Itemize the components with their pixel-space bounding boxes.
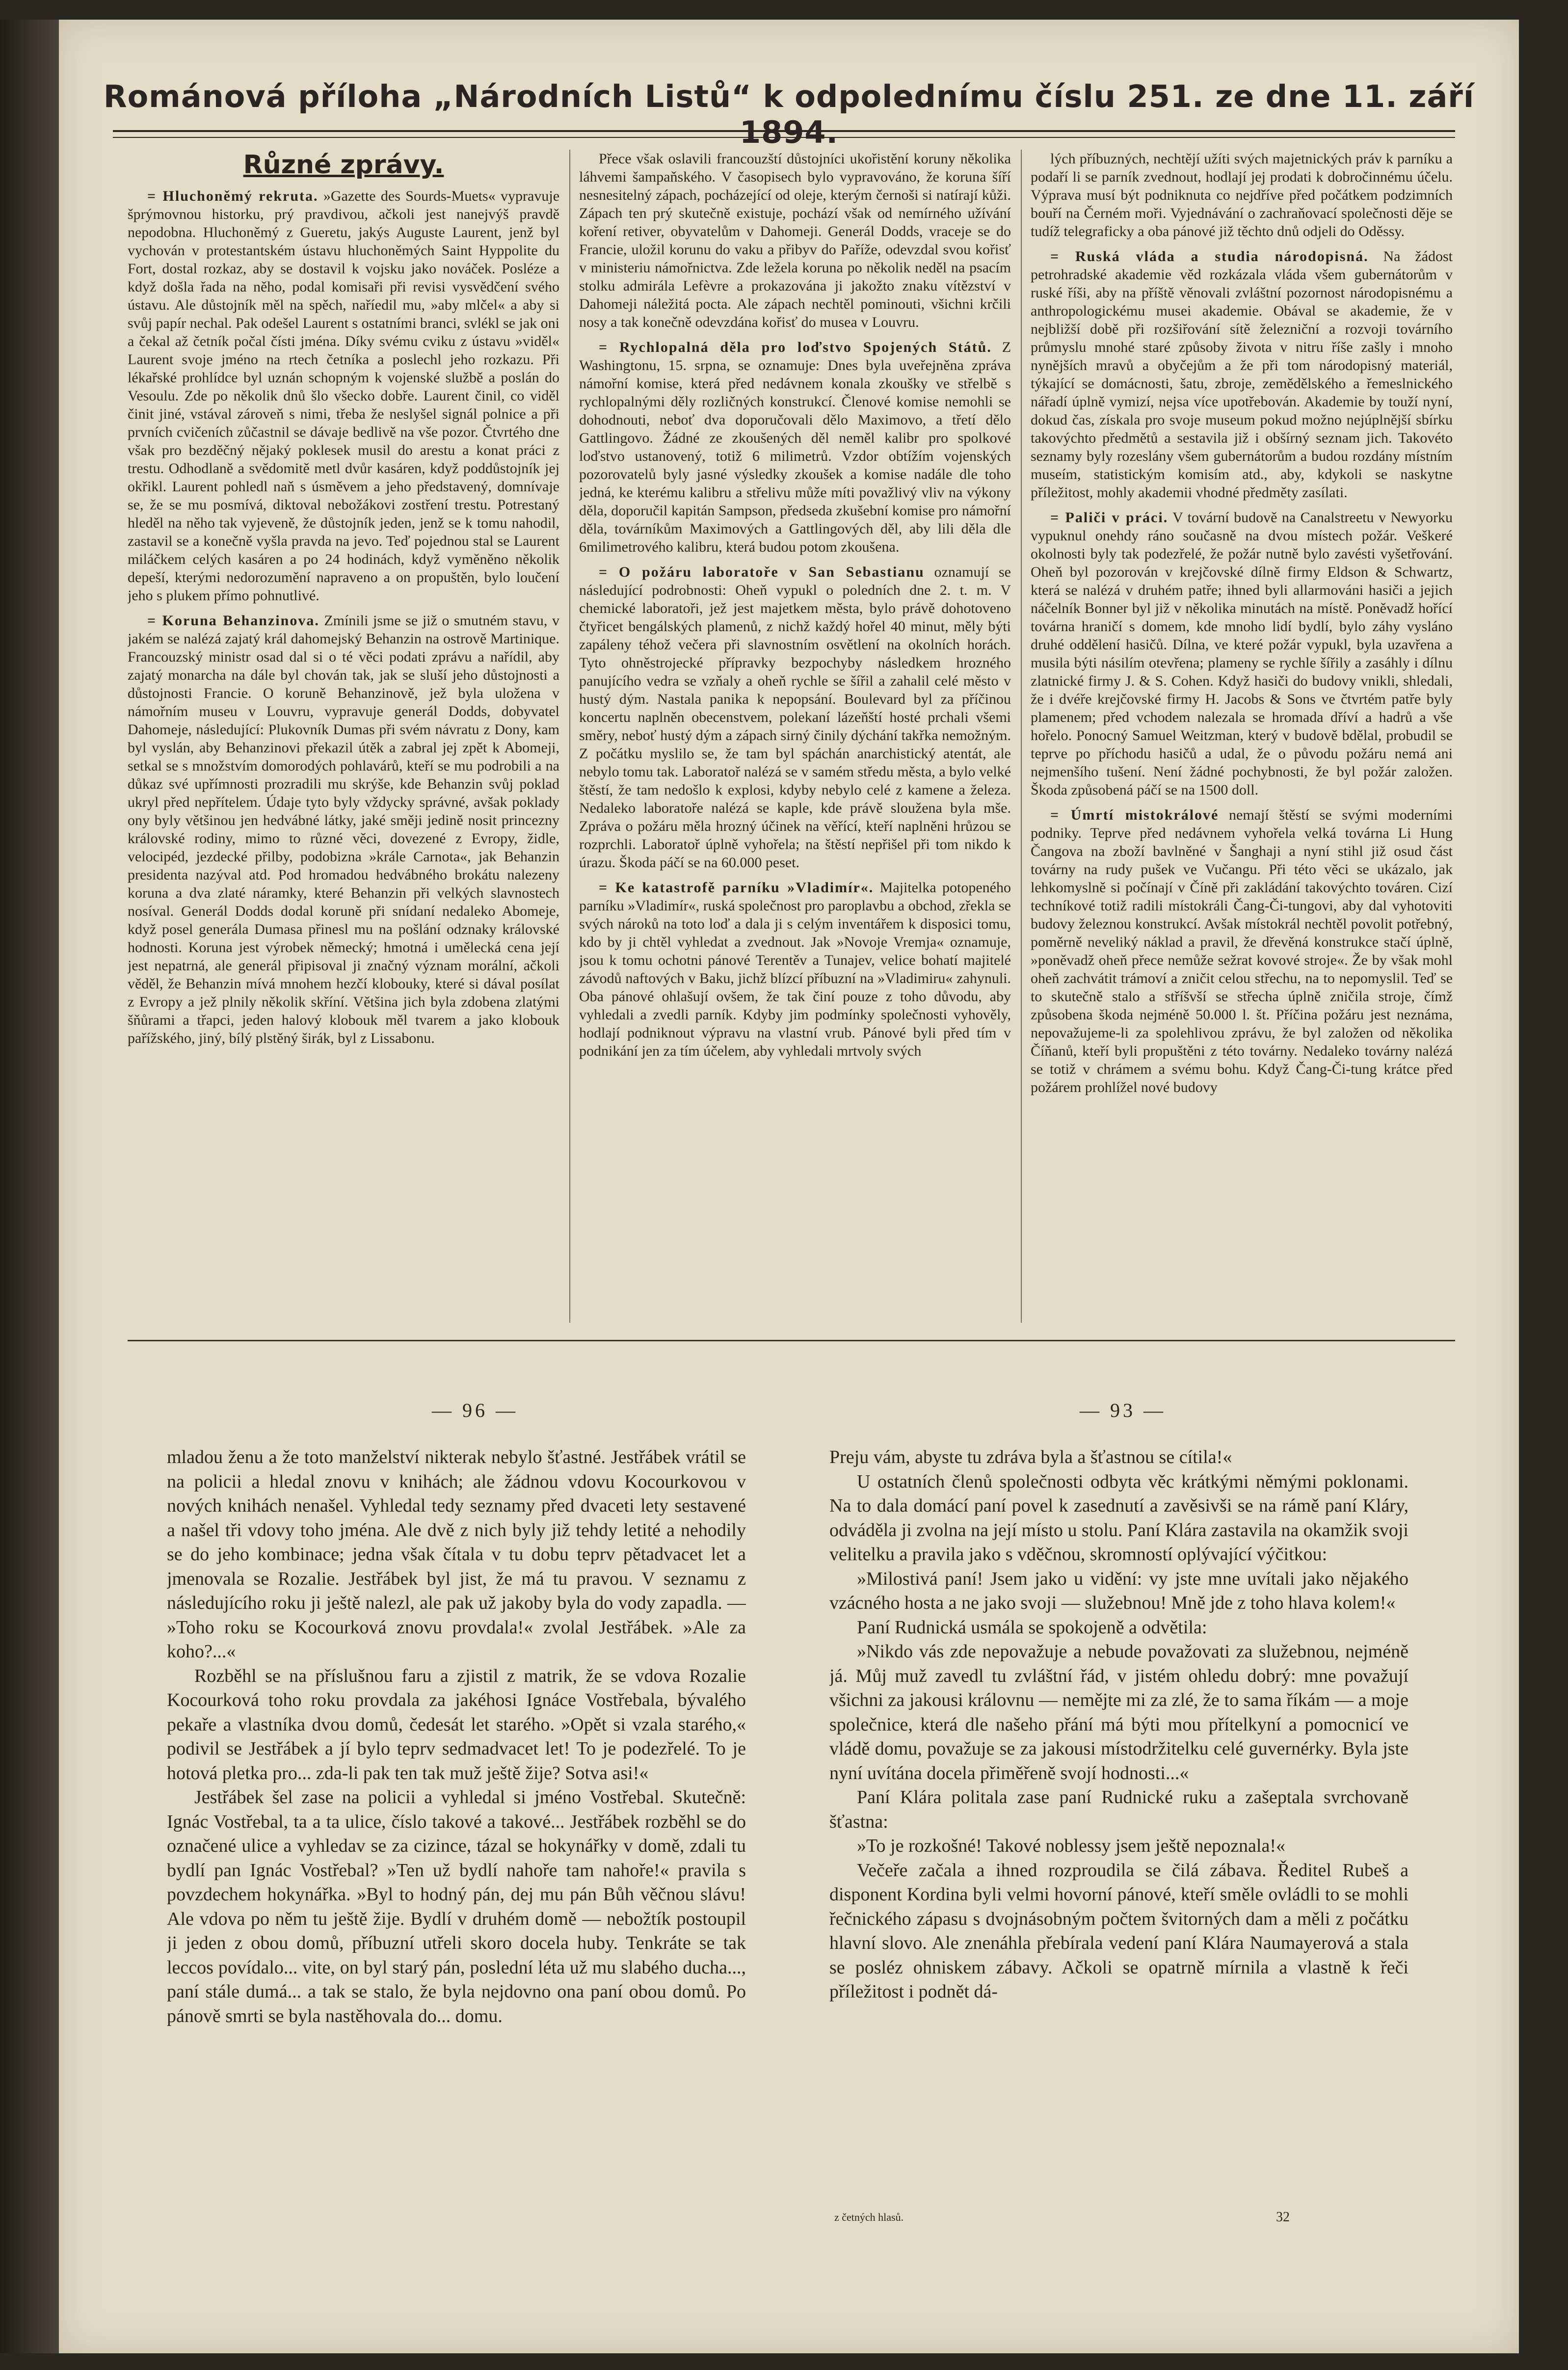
- section-divider: [128, 1340, 1455, 1341]
- novel-paragraph: Paní Klára politala zase paní Rudnické ruku a zašeptala svrchovaně šťastna:: [829, 1787, 1409, 1832]
- article-text: »Gazette des Sourds-Muets« vypravuje šprýmovnou historku, prý pravdivou, ačkoli jest nanejvýš pravdě nepodobna. Hluchoněmý z Gueretu, jakýs Auguste Laurent, jenž byl vychován v protestantském ústavu hluchoněmých Saint Hyppolite du Fort, dostal rozkaz, aby se dostavil k vojsku jako nováček. Posléze a když došla řada na něho, podal komisaři při revisi vysvědčení svého ústavu. Ale důstojník měl na spěch, naříedil mu, »aby mlčel« a aby si svůj papír nechal. Pak odešel Laurent s ostatními branci, svlékl se jak oni a čekal až četník počal čísti jména. Díky svému cviku z ústavu »viděl« Laurent svoje jméno na rtech četníka a poslechl jeho rozkazu. Při lékařské prohlídce byl uznán schopným k vojenské službě a poslán do Vesoulu. Zde po několik dnů šlo všecko dobře. Laurent činil, co viděl činit jiné, vstával zároveň s nimi, třeba že neslyšel signál polnice a při prvních cvičeních zůčastnil se dávaje bedlivě na vše pozor. Čtvrtého dne však pro bezděčný nějaký poklesek musil do arestu a konat práci z trestu. Odhodlaně a svědomitě metl dvůr kasáren, když poddůstojník jej okřikl. Laurent pohledl naň s úsměvem a jeho představený, domnívaje se, že se mu posmívá, diktoval nebožákovi zostření trestu. Potrestaný hleděl na něho tak vyjeveně, že důstojník jeden, jenž se k tomu nahodil, zastavil se a konečně vyšla pravda na jevo. Teď pojednou stal se Laurent miláčkem celých kasáren a po 24 hodinách, když vyměněno několik depeší, kterými nedorozumění napraveno a on propuštěn, bylo loučení jeho s plukem přímo pohnutlivé.: [128, 188, 559, 604]
- novel-paragraph: mladou ženu a že toto manželství nikterak nebylo šťastné. Jestřábek vrátil se na policii a hledal znovu v knihách; ale žádnou vdovu Kocourkovou v nových knihách nenašel. Vyhledal tedy seznamy před dvaceti lety sestavené a našel tři vdovy toho jména. Ale dvě z nich byly již tehdy letité a nehodily se do jeho kombinace; jedna však čítala v tu dobu teprv pětadvacet let a jmenovala se Rozalie. Jestřábek byl jist, že má tu pravou. V seznamu z následujícího roku ji ještě nalezl, ale pak už jakoby byla do vody zapadla. — »Toho roku se Kocourková znovu provdala!« zvolal Jestřábek. »Ale za koho?...«: [167, 1447, 746, 1662]
- column-rule: [569, 150, 570, 1323]
- page-number-right: — 93 —: [1080, 1399, 1166, 1421]
- novel-paragraph: »To je rozkošné! Takové noblessy jsem ještě nepoznala!«: [857, 1836, 1285, 1856]
- article-text: Na žádost petrohradské akademie věd rozkázala vláda všem gubernátorům v ruské říši, aby na příště věnovali zvláštní pozornost národopisnému a anthropologickému musei akademie. Obával se akademie, že v nejbližší době při rozšiřování sítě železniční a rozvoji továrního průmyslu mnohé staré způsoby života v nitru říše zašly i mnoho nynějších mravů a obyčejům a že při tom národopisný materiál, týkající se domácnosti, šatu, zbroje, zemědělského a řemeslnického nářadí úplně vymizí, nejsa více upotřebován. Akademie by touží nyní, dokud čas, získala pro svoje museum pokud možno nejúplnější sbírku takovýchto předmětů a sestavila již i obšírný seznam jich. Takovéto seznamy byly rozeslány všem gubernátorům a budou rozdány místním museím, statistickým komisím atd., aby, kdykoli se naskytne příležitost, mohly akademii vhodné předměty zasílati.: [1031, 248, 1453, 501]
- section-title: Různé zprávy.: [243, 150, 444, 180]
- novel-paragraph: Preju vám, abyste tu zdráva byla a šťastnou se cítila!«: [829, 1447, 1232, 1467]
- article-head: = O požáru laboratoře v San Sebastianu: [599, 564, 925, 580]
- column-2: [579, 150, 1011, 1328]
- novel-column-right: [829, 1445, 1409, 2290]
- article-head: = Rychlopalná děla pro loďstvo Spojených Států.: [599, 339, 992, 355]
- newspaper-page: [59, 20, 1519, 2353]
- article-head: = Ke katastrofě parníku »Vladimír«.: [599, 879, 874, 896]
- novel-column-left: [167, 1445, 746, 2290]
- article: [128, 612, 559, 1047]
- article: [128, 187, 559, 605]
- novel-paragraph: Jestřábek šel zase na policii a vyhledal si jméno Vostřebal. Skutečně: Ignác Vostřebal, ta a ta ulice, číslo takové a takové... Jestřábek rozběhl se do označené ulice a vyhledav se za cizince, tázal se hokynářky v domě, zdali tu bydlí pan Ignác Vostřebal? »Ten už bydlí nahoře tam nahoře!« pravila s povzdechem hokynářka. »Byl to hodný pán, dej mu pán Bůh věčnou slávu! Ale vdova po něm tu ještě žije. Bydlí v druhém domě — nebožtík postoupil ji jeden z obou domů, příbuzní utřeli skoro docela huby. Tenkráte se tak leccos povídalo... vite, on byl starý pán, poslední léta už mu slabého ducha..., paní stále dumá... a tak se stalo, že byla nejdovno ona paní obou domů. Po pánově smrti se byla nastěhovala do... domu.: [167, 1787, 746, 2026]
- novel-paragraph: Rozběhl se na příslušnou faru a zjistil z matrik, že se vdova Rozalie Kocourková toho roku provdala za jakéhosi Ignáce Vostřebala, bývalého pekaře a vlastníka dvou domů, čedesát let starého. »Opět si vzala starého,« podivil se Jestřábek a jí bylo teprv sedmadvacet let! To je podezřelé. To je hotová pletka pro... zda-li pak ten tak muž ještě žije? Sotva asi!«: [167, 1665, 746, 1784]
- column-1: [128, 150, 559, 1328]
- article: [579, 563, 1011, 872]
- article-head: = Úmrtí mistokrálové: [1050, 807, 1219, 823]
- article: [579, 338, 1011, 556]
- novel-paragraph: Večeře začala a ihned rozproudila se čilá zábava. Ředitel Rubeš a disponent Kordina byli velmi hovorní pánové, kteří směle ovládli to se mohli řečnického zápasu s dvojnásobným počtem švitorných dam a měli z počátku hlavní slovo. Ale znenáhla přebírala vedení paní Klára Naumayerová a stala se posléz ohniskem zábavy. Ačkoli se opatrně mírnila a vlastně k řeči příležitost i podnět dá-: [829, 1860, 1409, 2002]
- article-text: Majitelka potopeného parníku »Vladimír«, ruská společnost pro paroplavbu a obchod, zřekla se svých nároků na toto loď a dala ji s celým inventářem k disposici tomu, kdo by ji chtěl vyhledat a zvednout. Jak »Novoje Vremja« oznamuje, jsou k tomu ochotni pánové Terentěv a Tunajev, velice bohatí majitelé závodů naftových v Baku, jichž blízcí příbuzní na »Vladimiru« zahynuli. Oba pánové ohlašují ovšem, že tak činí pouze z toho důvodu, aby vyhledali a zvedli parník. Kdyby jim podmínky společnosti vyhověly, hodlají podniknout výpravu na vlastní vrub. Pánové byli před tím v podnikání jen za tím účelem, aby vyhledali mrtvoly svých: [579, 879, 1011, 1059]
- article: [1031, 150, 1453, 240]
- column-rule: [1021, 150, 1022, 1323]
- novel-paragraph: U ostatních členů společnosti odbyta věc krátkými němými poklonami. Na to dala domácí paní povel k zasednutí a zavěsivši se na rámě paní Kláry, odváděla ji zvolna na její místo u stolu. Paní Klára zastavila na okamžik svoji velitelku a pravila jako s vděčnou, skromností oplývající výčitkou:: [829, 1471, 1409, 1565]
- article-head: = Paliči v práci.: [1050, 509, 1169, 526]
- page-number-left: — 96 —: [432, 1399, 518, 1421]
- article-text: lých příbuzných, nechtějí užíti svých majetnických práv k parníku a podaří li se parník zvednout, hodlají jej prodati k dobročinnému účelu. Výprava musí být podniknuta co nejdříve před počátkem podzimních bouří na Černém moři. Vyjednávání o zachraňovací společnosti děje se tudíž telegraficky a oba pánové již těchto dnů odjeli do Oděssy.: [1031, 151, 1453, 240]
- article-text: Přece však oslavili francouzští důstojníci ukořistění koruny několika láhvemi šampaňského. V časopisech bylo vypravováno, že koruna šíří nesnesitelný zápach, pocházející od oleje, kterým černoši si natírají kůži. Zápach ten prý skutečně existuje, pochází však od nemírného užívání koření retiver, obyvatelům v Dahomeji. Generál Dodds, vraceje se do Francie, uložil korunu do vaku a přibyv do Paříže, odevzdal svou kořisť v ministeriu námořnictva. Zde ležela koruna po několik neděl na psacím stolku admirála Lefèvre a prokazována ji jakožto znaku vítězství v Dahomeji náležitá pocta. Ale zápach nechtěl pominouti, všichni krčili nosy a tak konečně odevzdána kořisť do musea v Louvru.: [579, 151, 1011, 330]
- novel-paragraph: »Milostivá paní! Jsem jako u vidění: vy jste mne uvítali jako nějakého vzácného hosta a ne jako svoji — služebnou! Mně jde z toho hlava kolem!«: [829, 1568, 1409, 1613]
- article-head: = Ruská vláda a studia národopisná.: [1050, 248, 1369, 265]
- article-text: nemají štěstí se svými moderními podniky. Teprve před nedávnem vyhořela velká továrna Li Hung Čangova na zboží bavlněné v Šanghaji a nyní stihl již osud část továrny na rudy pušek ve Vučangu. Při této věci se ukázalo, jak lehkomyslně si počínají v Číně při zakládání takovýchto továren. Cizí techníkové totiž radili místokráli Čang-Či-tungovi, aby dal vyhotoviti budovy železnou konstrukcí. Avšak místokrál nechtěl povolit potřebný, poměrně neveliký náklad a pravil, že dřevěná konstrukce stačí úplně, »poněvadž oheň přece nemůže sežrat kovové stroje«. Že by však mohl oheň zachvátit trámoví a zničit celou střechu, na to nepomyslil. Teď se to skutečně stalo a stříšvší se střecha úplně zničila stroje, čímž způsobena škoda nejméně 50.000 l. št. Příčina požáru jest neznáma, nepovažujeme-li za spolehlivou zprávu, že byl založen od několika Číňanů, kteří byli propuštěni z této továrny. Nedaleko továrny nalézá se totiž v chrámem a svému bohu. Když Čang-Či-tung krátce před požárem prohlížel nové budovy: [1031, 807, 1453, 1095]
- footer-mark: 32: [1276, 2210, 1290, 2225]
- masthead-rule: [113, 130, 1455, 138]
- article: [579, 150, 1011, 331]
- article: [1031, 806, 1453, 1096]
- article-text: oznamují se následující podrobnosti: Oheň vypukl o poledních dne 2. t. m. V chemické laboratoři, jež jest majetkem města, bylo právě dohotoveno čtyřicet bengálských plamenů, z nichž každý hořel 40 minut, měly býti zapáleny téhož večera při slavnostním osvětlení na okolních horách. Tyto ohněstrojecké přípravky bezpochyby následkem hrozného panujícího vedra se vzňaly a oheň rychle se šířil a zahalil celé město v hustý dým. Nastala panika k nepopsání. Boulevard byl za příčinou koncertu naplněn obecenstvem, polekaní lázeňští hosté prchali všemi směry, neboť hustý dým a zápach sirný činily dýchání takřka nemožným. Z počátku myslilo se, že tam byl spáchán anarchistický atentát, ale nebylo tomu tak. Laboratoř nalézá se v samém středu města, a bylo velké štěstí, že tam nedošlo k explosi, kdyby nebylo celé z kamene a železa. Nedaleko laboratoře nalézá se kaple, kde právě sloužena byla mše. Zpráva o požáru měla hrozný účinek na věřící, kteří naplněni hrůzou se rozprchli. Laboratoř úplně vyhořela; na štěstí nepřišel při tom nikdo k úrazu. Škoda páčí se na 60.000 peset.: [579, 564, 1011, 871]
- article: [1031, 247, 1453, 502]
- masthead: [59, 20, 1519, 150]
- novel-paragraph: Paní Rudnická usmála se spokojeně a odvětila:: [857, 1617, 1207, 1638]
- article-text: V tovární budově na Canalstreetu v Newyorku vypuknul onehdy ráno současně na dvou místech požár. Veškeré okolnosti byly tak podezřelé, že požár nutně bylo zavésti vyšetřování. Oheň byl pozorován v krejčovské dílně firmy Eldson & Schwartz, která se nalézá v druhém patře; ihned byli allarmováni hasiči a jejich náčelník Bonner byl již v několika minutách na místě. Poněvadž hořící továrna hraničí s domem, kde mnoho lidí bydlí, bylo záhy vysláno druhé oddělení hasičů. Dílna, ve které požár vypukl, byla uzavřena a musila býti násilím otevřena; plameny se rychle šířily a zasáhly i dílnu zlatnické firmy J. & S. Cohen. Když hasiči do budovy vnikli, shledali, že i dvéře krejčovské firmy H. Jacobs & Sons ve čtvrtém patře byly plamenem; před vchodem nalezala se hromada dříví a hadrů a vše hořelo. Ponocný Samuel Weitzman, který v budově bdělal, probudil se teprve po příchodu hasičů a udal, že o původu požáru nemá ani nejmenšího tušení. Není žádné pochybnosti, že byl požár založen. Škoda způsobená páčí se na 1500 doll.: [1031, 509, 1453, 798]
- column-3: [1031, 150, 1453, 1328]
- article-head: = Koruna Behanzinova.: [147, 612, 319, 629]
- article-text: Zmínili jsme se již o smutném stavu, v jakém se nalézá zajatý král dahomejský Behanzin na ostrově Martinique. Francouzský ministr osad dal si o té věci podati zprávu a nařídil, aby zajatý monarcha na dále byl chován tak, jak se sluší jeho důstojnosti a důstojnosti Francie. O koruně Behanzinově, jež byla uložena v námořním museu v Louvru, vypravuje generál Dodds, dobyvatel Dahomeje, následující: Plukovník Dumas při svém návratu z Dony, kam byl vyslán, aby Behanzinovi překazil útěk a zabral jej zpět k Abomeji, setkal se s množstvím domorodých pohlavárů, kteří se mu podrobili a na důkaz své upřímnosti prozradili mu skrýše, kde Behanzin svůj poklad ukryl před nepřítelem. Údaje tyto byly vždycky správné, avšak poklady ony byly většinou jen hedvábné látky, jaké směji jedině nosit princezny královské rodiny, mimo to různé věci, dovezené z Evropy, židle, velocipéd, jezdecké přilby, podobizna »krále Carnota«, jak Behanzin presidenta nazýval atd. Pod hromadou hedvábného brokátu nalezeny koruna a dva zlaté náramky, které Behanzin při velkých slavnostech nosíval. Generál Dodds dodal koruně při snídaní nedaleko Abomeje, když posel generála Dumasa přinesl mu na pošlání odznaky královské hodnosti. Koruna jest výrobek německý; hmotná i umělecká cena její jest nepatrná, ale generál připisoval ji značný význam morální, ačkoli věděl, že Behanzin mívá mnohem hezčí klobouky, které si dával posílat z Evropy a jež plnily několik skříní. Většina jich byla zdobena zlatými šňůrami a třapci, jeden halový klobouk měl tvarem a jako klobouk pařížského, jiný, bílý plstěný širák, byl z Lissabonu.: [128, 612, 559, 1046]
- masthead-title: Románová příloha „Národních Listů“ k odpolednímu číslu 251. ze dne 11. září 1894.: [103, 79, 1475, 150]
- article: [579, 879, 1011, 1060]
- scan-edge: [0, 20, 59, 2353]
- footer-signature: z četných hlasů.: [834, 2211, 904, 2223]
- novel-paragraph: »Nikdo vás zde nepovažuje a nebude považovati za služebnou, nejméně já. Můj muž zavedl tu zvláštní řád, v jistém ohledu dobrý: mne považují všichni za jakousi královnu — nemějte mi za zlé, že to sama říkám — a moje společnice, která dle našeho přání má býti mou přítelkyní a pomocnicí ve vládě domu, považuje se za jakousi místodržitelku celé guvernérky. Byla jste nyní uvítána docela přiměřeně svojí hodnosti...«: [829, 1641, 1409, 1784]
- article-head: = Hluchoněmý rekruta.: [147, 188, 319, 204]
- article: [1031, 508, 1453, 799]
- article-text: Z Washingtonu, 15. srpna, se oznamuje: Dnes byla uveřejněna zpráva námořní komise, která před nedávnem konala zkoušky ve střelbě s rychlopalnými děly rozličných konstrukcí. Členové komise nemohli se dohodnouti, neboť dva doporučovali dělo Maximovo, a třetí dělo Gattlingovo. Žádné ze zkoušených děl neměl kalibr pro spolkové loďstvo ustanovený, totiž 6 milimetrů. Vzdor obtížím vojenských pozorovatelů byly jasné výsledky zkoušek a komise nadále dle toho jedná, ke kterému kalibru a střelivu může míti považlivý vliv na výkony děla, doporučil kapitán Sampson, předseda zkušební komise pro námořní děla, továrníkům Maximových a Gattlingových děl, aby lili děla dle 6milimetrového kalibru, která budou potom zkoušena.: [579, 339, 1011, 555]
